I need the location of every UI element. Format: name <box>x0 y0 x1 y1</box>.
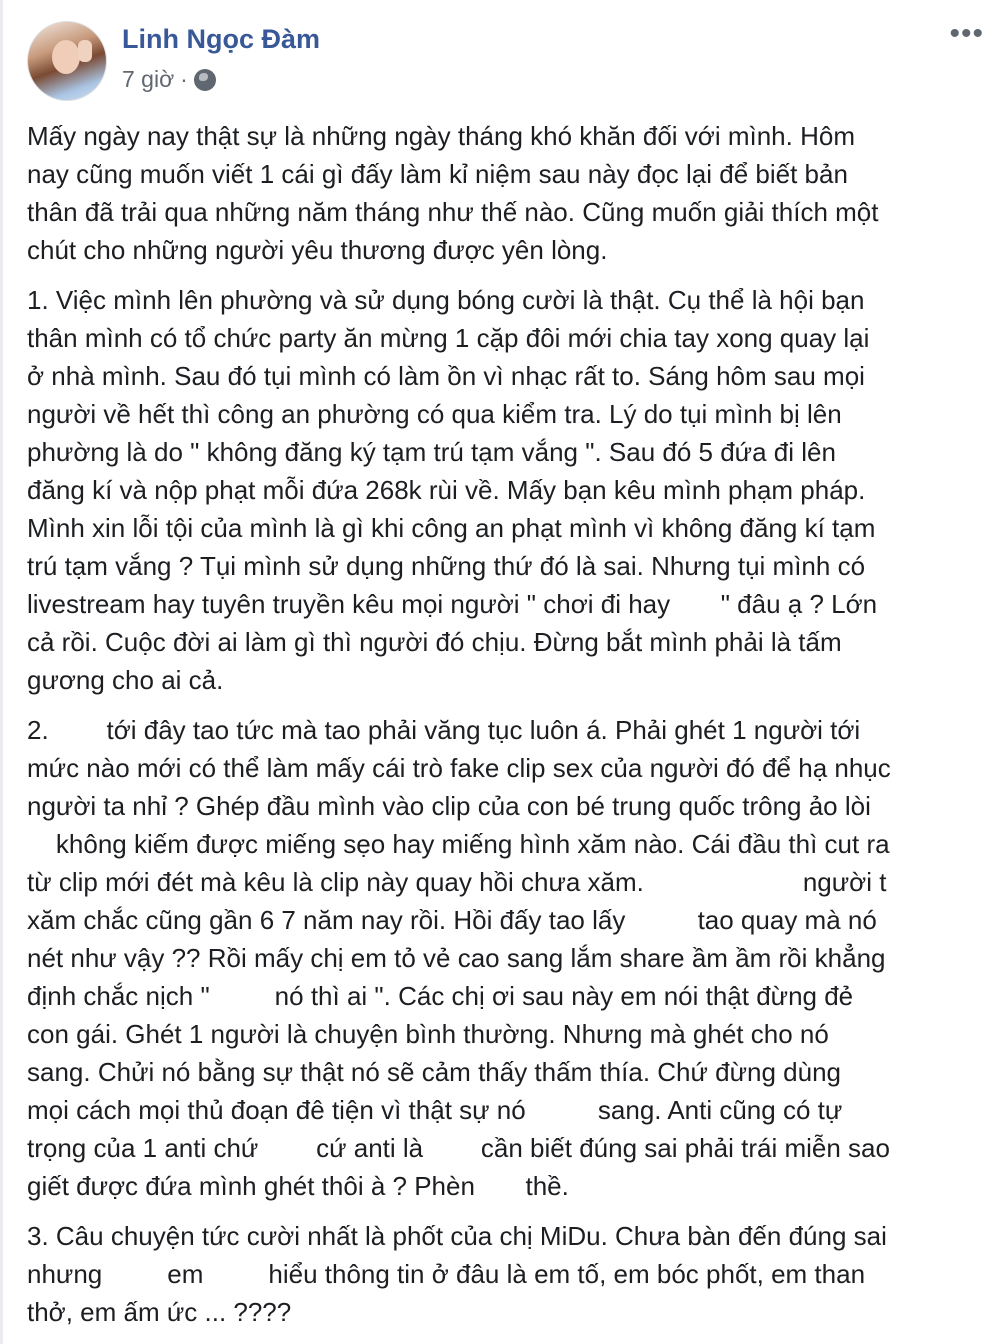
post-text-line: trú tạm vắng ? Tụi mình sử dụng những thứ đó là sai. Nhưng tụi mình có <box>27 551 866 581</box>
post-text-line: chút cho những người yêu thương được yên lòng. <box>27 235 608 265</box>
post-text-line: không kiếm được miếng sẹo hay miếng hình xăm nào. Cái đầu thì cut ra <box>27 829 890 859</box>
post-text-line: định chắc nịch " nó thì ai ". Các chị ơi sau này em nói thật đừng đẻ <box>27 981 854 1011</box>
post-text-line: thở, em ấm ức ... ???? <box>27 1297 292 1327</box>
post-paragraph <box>27 711 997 1205</box>
post-text-line: người về hết thì công an phường có qua kiểm tra. Lý do tụi mình bị lên <box>27 399 842 429</box>
post-text-line: thân đã trải qua những năm tháng như thế nào. Cũng muốn giải thích một <box>27 197 879 227</box>
avatar-face <box>52 40 80 74</box>
meta-separator: · <box>180 66 188 92</box>
globe-icon[interactable] <box>194 69 216 91</box>
avatar-hand <box>78 40 92 62</box>
post-timestamp[interactable]: 7 giờ <box>122 66 175 92</box>
post-text-line: Mấy ngày nay thật sự là những ngày tháng khó khăn đối với mình. Hôm <box>27 121 855 151</box>
post-paragraph <box>27 1217 997 1331</box>
post-text-line: 3. Câu chuyện tức cười nhất là phốt của chị MiDu. Chưa bàn đến đúng sai <box>27 1221 887 1251</box>
post-text-line: đăng kí và nộp phạt mỗi đứa 268k rùi về. Mấy bạn kêu mình phạm pháp. <box>27 475 866 505</box>
post-text-line: nhưng em hiểu thông tin ở đâu là em tố, em bóc phốt, em than <box>27 1259 866 1289</box>
post-text-line: thân mình có tổ chức party ăn mừng 1 cặp đôi mới chia tay xong quay lại <box>27 323 870 353</box>
post-text-line: nét như vậy ?? Rồi mấy chị em tỏ vẻ cao sang lắm share ầm ầm rồi khẳng <box>27 943 886 973</box>
post-text-line: 1. Việc mình lên phường và sử dụng bóng cười là thật. Cụ thể là hội bạn <box>27 285 865 315</box>
post-text-line: trọng của 1 anti chứ cứ anti là cần biết đúng sai phải trái miễn sao <box>27 1133 890 1163</box>
feed-border <box>0 0 3 1344</box>
post-text-line: 2. tới đây tao tức mà tao phải văng tục luôn á. Phải ghét 1 người tới <box>27 715 861 745</box>
post-text-line: con gái. Ghét 1 người là chuyện bình thường. Nhưng mà ghét cho nó <box>27 1019 829 1049</box>
post-text-line: giết được đứa mình ghét thôi à ? Phèn thề. <box>27 1171 569 1201</box>
post-text-line: Mình xin lỗi tội của mình là gì khi công an phạt mình vì không đăng kí tạm <box>27 513 876 543</box>
post-text-line: từ clip mới đét mà kêu là clip này quay hồi chưa xăm. người t <box>27 867 887 897</box>
post-text-line: mọi cách mọi thủ đoạn đê tiện vì thật sự nó sang. Anti cũng có tự <box>27 1095 843 1125</box>
post-paragraph <box>27 281 997 699</box>
post-text-line: ở nhà mình. Sau đó tụi mình có làm ồn vì nhạc rất to. Sáng hôm sau mọi <box>27 361 865 391</box>
post-text-line: livestream hay tuyên truyền kêu mọi người " chơi đi hay " đâu ạ ? Lớn <box>27 589 878 619</box>
more-options-icon[interactable]: ••• <box>949 17 984 50</box>
author-avatar[interactable] <box>27 21 107 101</box>
post-text-line: nay cũng muốn viết 1 cái gì đấy làm kỉ niệm sau này đọc lại để biết bản <box>27 159 848 189</box>
post-text-line: phường là do " không đăng ký tạm trú tạm vắng ". Sau đó 5 đứa đi lên <box>27 437 836 467</box>
post-text-line: mức nào mới có thể làm mấy cái trò fake clip sex của người đó để hạ nhục <box>27 753 891 783</box>
post-text <box>27 117 997 1343</box>
post-text-line: xăm chắc cũng gần 6 7 năm nay rồi. Hồi đấy tao lấy tao quay mà nó <box>27 905 877 935</box>
post-text-line: cả rồi. Cuộc đời ai làm gì thì người đó chịu. Đừng bắt mình phải là tấm <box>27 627 842 657</box>
post-paragraph <box>27 117 997 269</box>
author-name[interactable]: Linh Ngọc Đàm <box>122 24 321 54</box>
post-text-line: gương cho ai cả. <box>27 665 224 695</box>
post-text-line: người ta nhỉ ? Ghép đầu mình vào clip của con bé trung quốc trông ảo lòi <box>27 791 871 821</box>
post-text-line: sang. Chửi nó bằng sự thật nó sẽ cảm thấy thấm thía. Chứ đừng dùng <box>27 1057 841 1087</box>
post-meta <box>122 66 216 93</box>
